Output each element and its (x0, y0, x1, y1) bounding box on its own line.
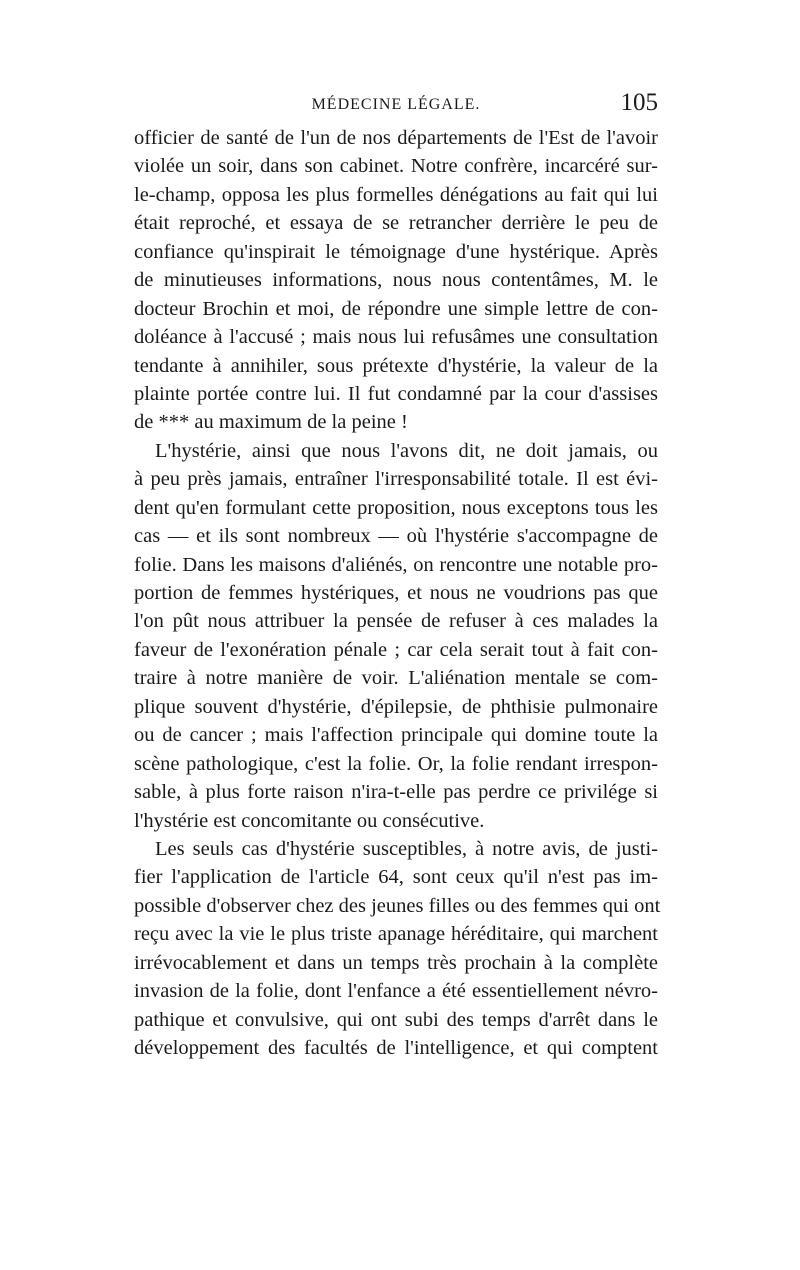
text-line: de minutieuses informations, nous nous contentâmes, M. le (134, 269, 658, 292)
text-line: folie. Dans les maisons d'aliénés, on rencontre une notable pro- (134, 553, 658, 576)
text-line: l'on pût nous attribuer la pensée de refuser à ces malades la (134, 610, 658, 633)
text-line: faveur de l'exonération pénale ; car cela serait tout à fait con- (134, 638, 658, 661)
text-line: doléance à l'accusé ; mais nous lui refusâmes une consultation (134, 326, 658, 349)
text-line: officier de santé de l'un de nos départements de l'Est de l'avoir (134, 127, 658, 149)
text-line: l'hystérie est concomitante ou consécutive. (134, 809, 485, 832)
text-line: possible d'observer chez des jeunes filles ou des femmes qui ont (134, 894, 661, 917)
text-line: le-champ, opposa les plus formelles dénégations au fait qui lui (134, 183, 658, 206)
text-line: sable, à plus forte raison n'ira-t-elle pas perdre ce privilége si (134, 781, 658, 804)
text-line: portion de femmes hystériques, et nous ne voudrions pas que (134, 582, 658, 604)
text-line: L'hystérie, ainsi que nous l'avons dit, ne doit jamais, ou (155, 439, 658, 462)
text-line: invasion de la folie, dont l'enfance a été essentiellement névro- (134, 980, 658, 1003)
running-title: MÉDECINE LÉGALE. (311, 96, 481, 113)
text-line: plique souvent d'hystérie, d'épilepsie, de phthisie pulmonaire (134, 695, 658, 718)
text-line: fier l'application de l'article 64, sont ceux qu'il n'est pas im- (134, 866, 658, 889)
running-head (134, 89, 658, 122)
text-line: dent qu'en formulant cette proposition, nous exceptons tous les (134, 496, 658, 519)
text-line: traire à notre manière de voir. L'aliénation mentale se com- (134, 667, 658, 690)
text-line: reçu avec la vie le plus triste apanage héréditaire, qui marchent (134, 923, 658, 946)
text-line: scène pathologique, c'est la folie. Or, la folie rendant irrespon- (134, 752, 658, 775)
text-line: plainte portée contre lui. Il fut condamné par la cour d'assises (134, 382, 658, 405)
text-line: violée un soir, dans son cabinet. Notre confrère, incarcéré sur- (134, 155, 658, 178)
text-line: docteur Brochin et moi, de répondre une simple lettre de con- (134, 297, 658, 320)
text-line: était reproché, et essaya de se retrancher derrière le peu de (134, 212, 658, 235)
text-line: ou de cancer ; mais l'affection principale qui domine toute la (134, 724, 658, 747)
text-line: Les seuls cas d'hystérie susceptibles, à notre avis, de justi- (155, 837, 658, 860)
text-line: de *** au maximum de la peine ! (134, 411, 408, 434)
page-number: 105 (620, 89, 658, 116)
text-line: irrévocablement et dans un temps très prochain à la complète (134, 951, 658, 974)
text-line: tendante à annihiler, sous prétexte d'hystérie, la valeur de la (134, 354, 658, 377)
text-line: à peu près jamais, entraîner l'irresponsabilité totale. Il est évi- (134, 468, 658, 491)
text-line: confiance qu'inspirait le témoignage d'une hystérique. Après (134, 240, 658, 263)
page-body (134, 124, 661, 1062)
text-line: cas — et ils sont nombreux — où l'hystérie s'accompagne de (134, 525, 658, 548)
text-line: développement des facultés de l'intelligence, et qui comptent (134, 1037, 658, 1059)
text-line: pathique et convulsive, qui ont subi des temps d'arrêt dans le (134, 1008, 658, 1031)
